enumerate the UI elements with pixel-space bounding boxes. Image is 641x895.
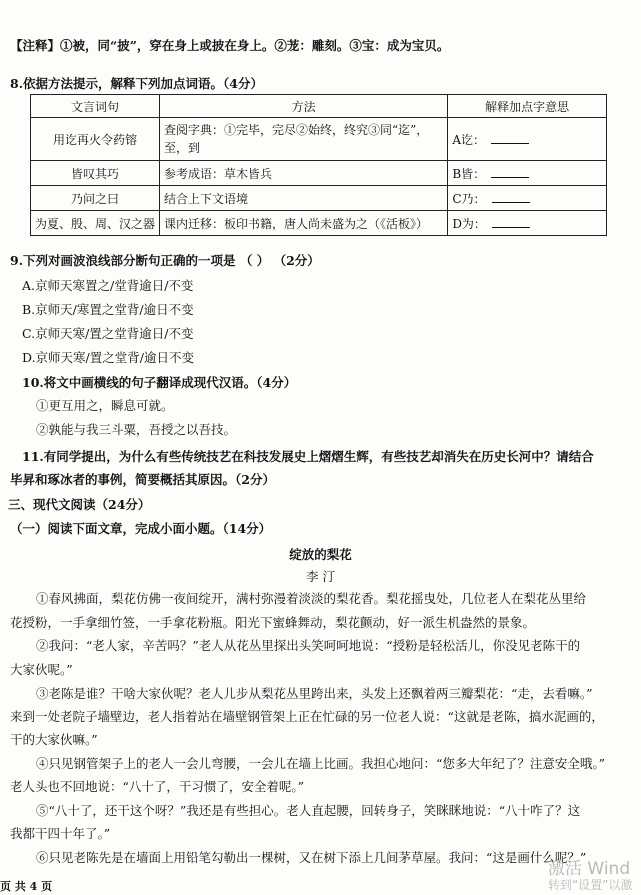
- answer-cell: [448, 161, 607, 186]
- section3-heading: 三、现代文阅读（24分）: [8, 497, 151, 512]
- phrase-cell: 皆叹其巧: [31, 161, 160, 186]
- paragraph-line: ②我问：“老人家，辛苦吗？”老人从花丛里探出头笑呵呵地说：“授粉是轻松活儿，你没见老陈干的: [36, 638, 581, 653]
- article-author: 李 汀: [306, 569, 335, 584]
- answer-blank: [492, 192, 530, 203]
- table-row: [31, 118, 607, 161]
- answer-label: C乃：: [452, 191, 486, 206]
- header-phrase: 文言词句: [31, 95, 160, 118]
- section3-sub: （一）阅读下面文章，完成小面小题。（14分）: [10, 521, 272, 536]
- answer-cell: [448, 118, 607, 161]
- q9-option-d: D.京师天寒/置之堂背/逾日不变: [22, 350, 194, 365]
- q11-line-1: 11.有同学提出，为什么有些传统技艺在科技发展史上熠熠生辉，有些技艺却消失在历史长河中？请结合: [22, 449, 594, 464]
- method-cell: 查阅字典：①完毕，完尽②始终，终究③同“迄”，至，到: [160, 118, 448, 161]
- paragraph-line: 干的大家伙嘛。”: [10, 732, 98, 747]
- method-cell: 课内迁移：板印书籍，唐人尚未盛为之（《活板》）: [160, 211, 448, 236]
- paragraph-line: ①春风拂面，梨花仿佛一夜间绽开，满村弥漫着淡淡的梨花香。梨花摇曳处，几位老人在梨花丛里给: [36, 591, 587, 606]
- paragraph-line: 花授粉，一手拿细竹签，一手拿花粉瓶。阳光下蜜蜂舞动，梨花颤动，好一派生机盎然的景象。: [10, 615, 536, 630]
- answer-cell: [448, 211, 607, 236]
- answer-blank: [492, 217, 530, 228]
- q9-option-c: C.京师天寒/置之堂背逾日/不变: [22, 326, 194, 341]
- q10-item-1: ①更互用之，瞬息可就。: [36, 398, 174, 413]
- answer-blank: [491, 167, 529, 178]
- answer-blank: [491, 133, 529, 144]
- paragraph-line: 老人头也不回地说：“八十了，干习惯了，安全着呢。”: [10, 779, 305, 794]
- paragraph-line: ⑤“八十了，还干这个呀？”我还是有些担心。老人直起腰，回转身子，笑眯眯地说：“八十咋了？这: [36, 803, 581, 818]
- phrase-cell: 用讫再火令药镕: [31, 118, 160, 161]
- answer-label: D为：: [452, 216, 486, 231]
- q10-prompt: 10.将文中画横线的句子翻译成现代汉语。（4分）: [22, 375, 297, 390]
- page-footer: 页 共 4 页: [0, 880, 53, 893]
- q9-option-b: B.京师天/寒置之堂背/逾日不变: [22, 302, 194, 317]
- q8-prompt: 8.依据方法提示，解释下列加点词语。（4分）: [10, 76, 263, 91]
- phrase-cell: 乃问之曰: [31, 186, 160, 211]
- paragraph-line: 大家伙呢。”: [10, 662, 73, 677]
- paragraph-line: ⑥只见老陈先是在墙面上用铅笔勾勒出一棵树，又在树下添上几间茅草屋。我问：“这是画什么呢？”: [36, 850, 587, 865]
- table-header-row: [31, 95, 607, 118]
- article-title: 绽放的梨花: [289, 547, 352, 562]
- activation-watermark-title: 激活 Wind: [548, 859, 631, 879]
- header-meaning: 解释加点字意思: [448, 95, 607, 118]
- q8-table: [30, 94, 607, 236]
- table-row: [31, 186, 607, 211]
- answer-label: B皆：: [452, 166, 486, 181]
- answer-cell: [448, 186, 607, 211]
- paragraph-line: 来到一处老院子墙壁边，老人指着站在墙壁钢管架上正在忙碌的另一位老人说：“这就是老陈，搞水泥画的，: [10, 709, 604, 724]
- activation-watermark-hint: 转到“设置”以激: [548, 878, 633, 892]
- paragraph-line: ③老陈是谁？干啥大家伙呢？老人儿步从梨花丛里跨出来，头发上还飘着两三瓣梨花：“走，去看嘛。”: [36, 686, 593, 701]
- q10-item-2: ②孰能与我三斗粟，吾授之以吾技。: [36, 422, 237, 437]
- paragraph-line: ④只见钢管架子上的老人一会儿弯腰，一会儿在墙上比画。我担心地问：“您多大年纪了？注意安全哦。”: [36, 756, 606, 771]
- answer-label: A讫：: [452, 132, 485, 147]
- q9-option-a: A.京师天寒置之/堂背逾日/不变: [22, 278, 194, 293]
- table-row: [31, 161, 607, 186]
- annotation-note: 【注释】①被，同“披”，穿在身上或披在身上。②茏：雕刻。③宝：成为宝贝。: [10, 38, 450, 53]
- q9-prompt: 9.下列对画波浪线部分断句正确的一项是 （ ） （2分）: [10, 253, 320, 268]
- method-cell: 参考成语：草木皆兵: [160, 161, 448, 186]
- paragraph-line: 我都干四十年了。”: [10, 826, 111, 841]
- header-method: 方法: [160, 95, 448, 118]
- q11-line-2: 毕昇和琢冰者的事例，简要概括其原因。（2分）: [10, 472, 275, 487]
- table-row: [31, 211, 607, 236]
- method-cell: 结合上下文语境: [160, 186, 448, 211]
- phrase-cell: 为夏、殷、周、汉之器: [31, 211, 160, 236]
